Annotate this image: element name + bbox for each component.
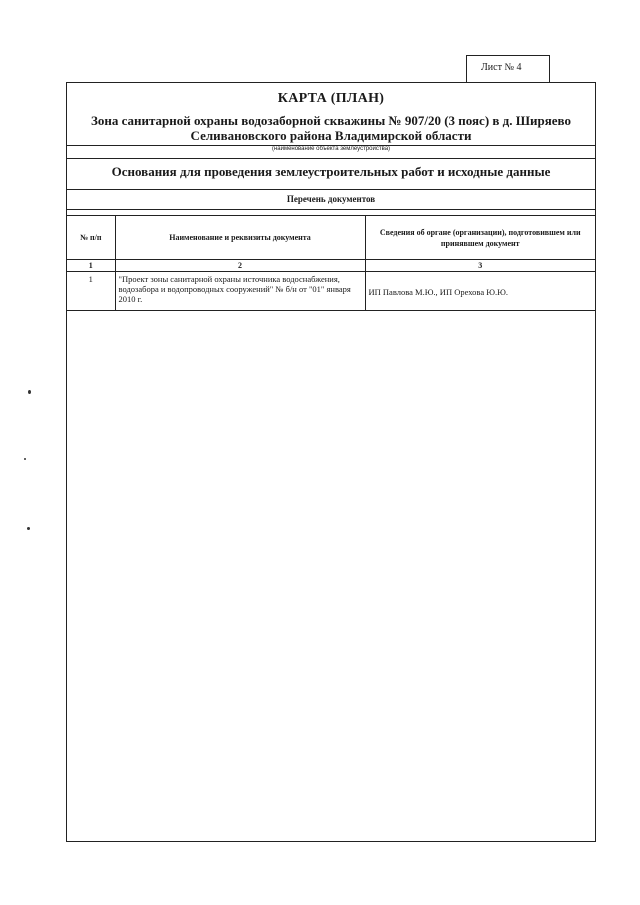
document-title: КАРТА (ПЛАН) [277,91,385,106]
header-number: № п/п [67,216,115,260]
table-column-numbers-row [67,260,595,272]
row-organization: ИП Павлова М.Ю., ИП Орехова Ю.Ю. [365,272,595,311]
column-number-2: 2 [115,260,365,272]
object-name: Зона санитарной охраны водозаборной скважины № 907/20 (3 пояс) в д. Ширяево Селивановского района Владимирской области [90,113,571,143]
column-number-1: 1 [67,260,115,272]
sheet-number-label: Лист № 4 [466,55,550,82]
documents-list-title: Перечень документов [286,194,376,204]
documents-table [67,215,595,311]
header-document: Наименование и реквизиты документа [115,216,365,260]
table-row [67,272,595,311]
documents-list-divider [67,209,595,210]
scan-speck [27,527,30,530]
object-name-caption: (наименование объекта землеустройства) [271,146,391,152]
document-frame [66,82,596,842]
section-title: Основания для проведения землеустроительных работ и исходные данные [111,164,551,179]
row-number: 1 [67,272,115,311]
title-block [67,83,595,159]
scan-speck [28,390,31,394]
column-number-3: 3 [365,260,595,272]
row-document: "Проект зоны санитарной охраны источника водоснабжения, водозабора и водопроводных сооружений" № б/н от "01" января 2010 г. [115,272,365,311]
header-organization: Сведения об органе (организации), подготовившем или принявшем документ [365,216,595,260]
table-header-row [67,216,595,260]
section-divider [67,189,595,190]
scan-speck [24,458,26,460]
